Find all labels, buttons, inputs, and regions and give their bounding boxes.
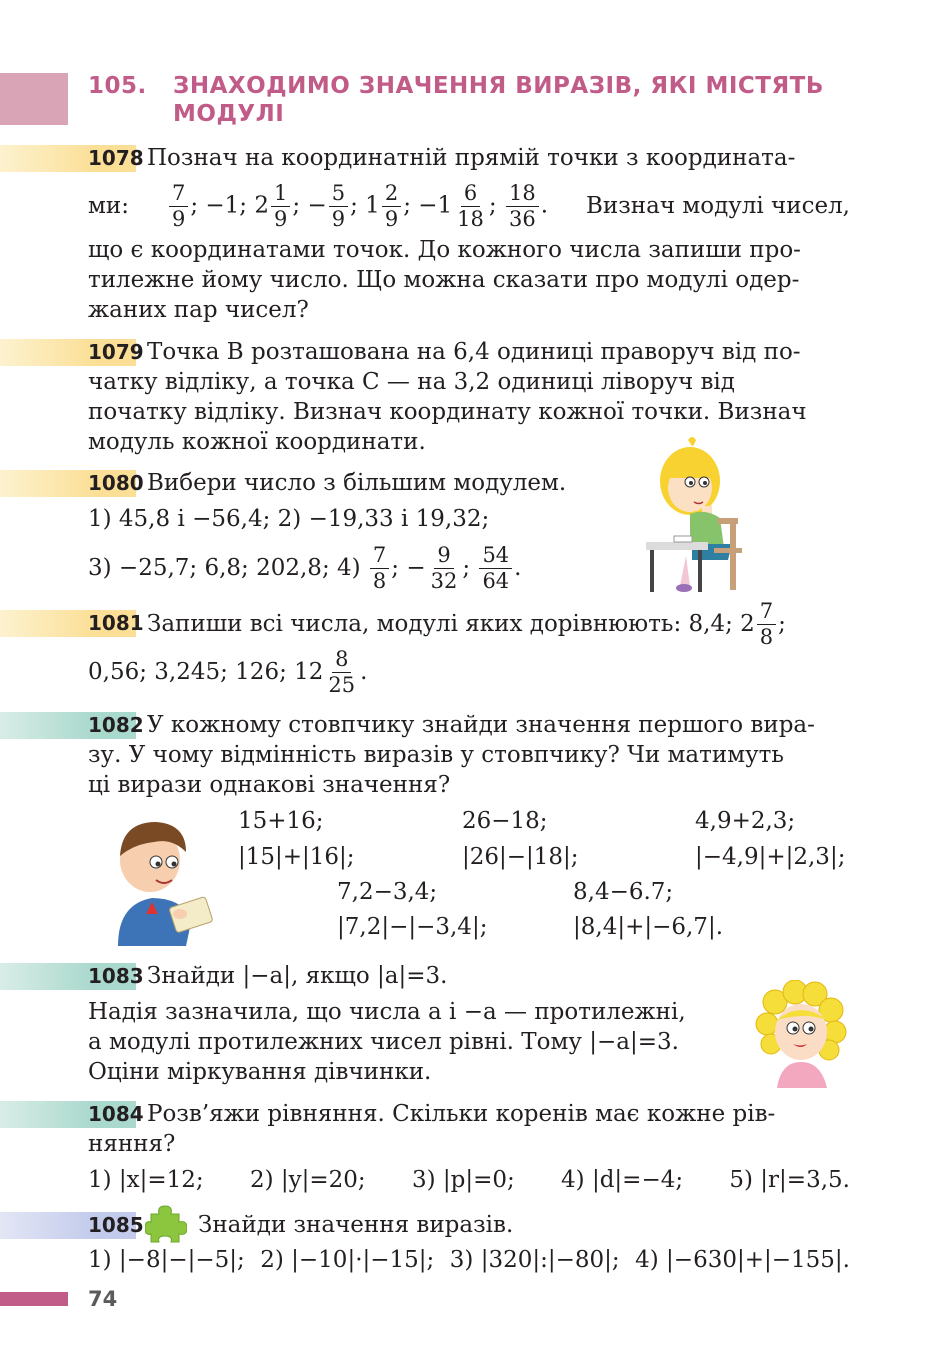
expr-col1-a: 15+16; <box>238 808 324 834</box>
fraction: $\frac{7}{8}$ <box>757 599 776 650</box>
task-1078-suffix: Визнач модулі чисел, <box>586 193 850 219</box>
equation-item: 1) |x|=12; <box>88 1167 204 1193</box>
task-1083-line3: а модулі протилежних чисел рівні. Тому |−a|=3. <box>88 1029 679 1055</box>
fraction: $\frac{5}{9}$ <box>329 181 348 232</box>
task-number-1080: 1080 <box>88 471 144 495</box>
section-header-bar <box>0 73 68 125</box>
task-1079-line2: чатку відліку, а точка C — на 3,2 одиниці ліворуч від <box>88 369 735 395</box>
task-number-1079: 1079 <box>88 340 144 364</box>
expr-col3-b: |−4,9|+|2,3|; <box>695 844 846 870</box>
fraction: $\frac{2}{9}$ <box>382 181 401 232</box>
task-1079-line4: модуль кожної координати. <box>88 429 426 455</box>
task-1078-text1: Познач на координатній прямій точки з координата- <box>147 145 796 171</box>
task-1081-line1: Запиши всі числа, модулі яких дорівнюють: 8,4; 2 $\frac{7}{8}$ ; <box>147 598 786 649</box>
task-1085-items <box>88 1245 850 1275</box>
section-number: 105. <box>88 73 147 99</box>
equation-item: 3) |p|=0; <box>411 1167 515 1193</box>
task-1082-line2: зу. У чому відмінність виразів у стовпчику? Чи матимуть <box>88 742 784 768</box>
expression-item: 4) |−630|+|−155|. <box>635 1247 850 1273</box>
task-1082-line1: У кожному стовпчику знайди значення першого вира- <box>147 712 815 738</box>
task-1080-prefix: 3) −25,7; 6,8; 202,8; 4) <box>88 555 361 581</box>
task-1078-line3: що є координатами точок. До кожного числа запиши про- <box>88 237 801 263</box>
task-1079-line3: початку відліку. Визнач координату кожної точки. Визнач <box>88 399 807 425</box>
expression-item: 1) |−8|−|−5|; <box>88 1247 245 1273</box>
task-1083-line2: Надія зазначила, що числа a і −a — протилежні, <box>88 999 686 1025</box>
fraction: $\frac{8}{25}$ <box>328 646 356 697</box>
expr-col5-a: 8,4−6.7; <box>573 879 674 905</box>
task-1079-line1: Точка B розташована на 6,4 одиниці праворуч від по- <box>147 339 801 365</box>
task-number-1082: 1082 <box>88 713 144 737</box>
expr-col5-b: |8,4|+|−6,7|. <box>573 914 724 940</box>
section-title-line2: МОДУЛІ <box>173 101 285 127</box>
task-1082-line3: ці вирази однакові значення? <box>88 772 451 798</box>
expression-item: 2) |−10|·|−15|; <box>260 1247 435 1273</box>
fraction: $\frac{18}{36}$ <box>506 181 539 232</box>
expr-col3-a: 4,9+2,3; <box>695 808 796 834</box>
task-1081-text1: Запиши всі числа, модулі яких дорівнюють: 8,4; 2 <box>147 611 755 637</box>
fraction: $\frac{1}{9}$ <box>271 181 290 232</box>
task-1080-line3: 3) −25,7; 6,8; 202,8; 4) $\frac{7}{8}$ ; − $\frac{9}{32}$ ; $\frac{54}{64}$ . <box>88 542 522 593</box>
expr-col2-b: |26|−|18|; <box>462 844 579 870</box>
girl-at-desk-illustration <box>640 436 750 596</box>
task-1084-items <box>88 1165 850 1195</box>
task-1078-prefix: ми: <box>88 193 129 219</box>
task-number-1078: 1078 <box>88 146 144 170</box>
task-1081-text2: 0,56; 3,245; 126; 12 <box>88 659 324 685</box>
expr-col1-b: |15|+|16|; <box>238 844 355 870</box>
task-1085-line1: Знайди значення виразів. <box>198 1212 514 1238</box>
task-1080-line2: 1) 45,8 і −56,4; 2) −19,33 і 19,32; <box>88 506 490 532</box>
task-number-1084: 1084 <box>88 1102 144 1126</box>
task-1078-line4: тилежне йому число. Що можна сказати про модулі одер- <box>88 267 800 293</box>
fraction: $\frac{54}{64}$ <box>479 543 512 594</box>
expr-col4-b: |7,2|−|−3,4|; <box>337 914 488 940</box>
curly-girl-illustration <box>755 980 847 1088</box>
fraction: $\frac{7}{9}$ <box>169 181 188 232</box>
task-1078-line2 <box>88 176 850 236</box>
equation-item: 5) |r|=3,5. <box>729 1167 850 1193</box>
task-number-1083: 1083 <box>88 964 144 988</box>
expression-item: 3) |320|:|−80|; <box>449 1247 620 1273</box>
equation-item: 2) |y|=20; <box>249 1167 366 1193</box>
task-1083-line1: Знайди |−a|, якщо |a|=3. <box>147 963 448 989</box>
task-1084-line1: Розв’яжи рівняння. Скільки коренів має кожне рів- <box>147 1101 776 1127</box>
expr-col2-a: 26−18; <box>462 808 548 834</box>
task-number-1085: 1085 <box>88 1213 144 1237</box>
task-number-1081: 1081 <box>88 611 144 635</box>
expr-col4-a: 7,2−3,4; <box>337 879 438 905</box>
page-number-bar <box>0 1292 68 1306</box>
fraction: $\frac{6}{18}$ <box>457 180 484 231</box>
task-1080-line1: Вибери число з більшим модулем. <box>147 470 567 496</box>
task-1081-line2: 0,56; 3,245; 126; 12 $\frac{8}{25}$ . <box>88 646 368 697</box>
puzzle-icon <box>145 1204 187 1244</box>
task-1084-line2: няння? <box>88 1131 176 1157</box>
section-title-line1: ЗНАХОДИМО ЗНАЧЕННЯ ВИРАЗІВ, ЯКІ МІСТЯТЬ <box>173 73 824 99</box>
boy-with-notebook-illustration <box>112 818 217 946</box>
fraction: $\frac{7}{8}$ <box>370 543 389 594</box>
task-1078-fractions: $\frac{7}{9}$ ; −1; 2 $\frac{1}{9}$ ; − $\frac{5}{9}$ ; 1 $\frac{2}{9}$ ; −1 $\frac{6}{18}$ ; $\frac{18}{36}$ . <box>167 181 548 232</box>
task-1078-line5: жаних пар чисел? <box>88 297 309 323</box>
equation-item: 4) |d|=−4; <box>561 1167 684 1193</box>
task-1078-line1 <box>147 143 850 173</box>
fraction: $\frac{9}{32}$ <box>430 542 458 593</box>
task-1083-line4: Оціни міркування дівчинки. <box>88 1059 432 1085</box>
page-number: 74 <box>88 1287 118 1311</box>
